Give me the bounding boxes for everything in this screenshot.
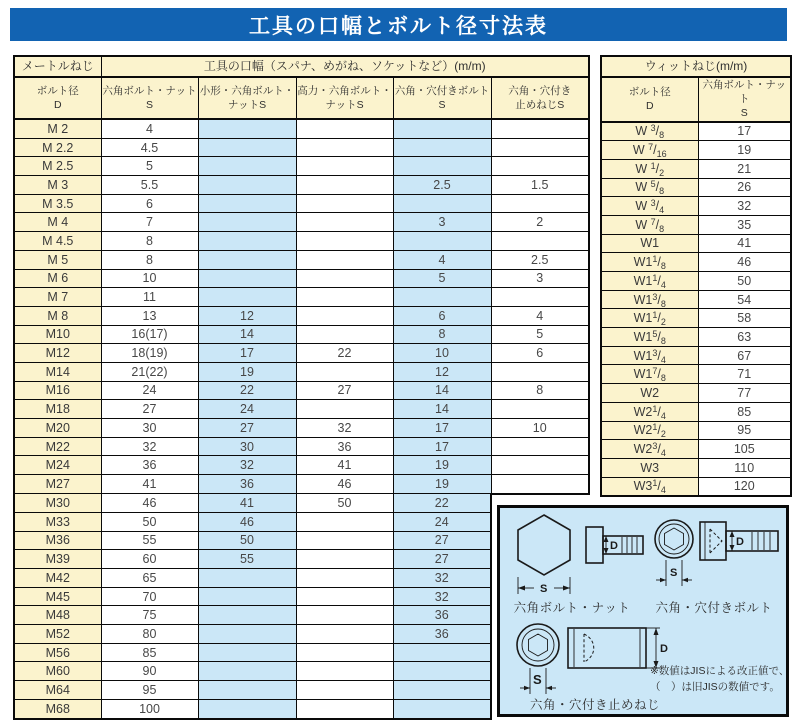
- jaw-width-cell: 14: [393, 381, 491, 400]
- jaw-width-cell: 14: [393, 400, 491, 419]
- jaw-width-cell: 65: [101, 569, 198, 588]
- jaw-width-cell: [198, 625, 296, 644]
- whitworth-table-row: [601, 215, 791, 234]
- jaw-width-cell: 32: [101, 437, 198, 456]
- jaw-width-cell: 110: [698, 458, 791, 477]
- jaw-width-cell: 50: [101, 512, 198, 531]
- bolt-dia-cell: M 5: [14, 250, 101, 269]
- jaw-width-cell: 80: [101, 625, 198, 644]
- whitworth-table-title: ウィットねじ(m/m): [601, 56, 791, 77]
- whitworth-table-row: [601, 365, 791, 384]
- jaw-width-cell: 5: [491, 325, 589, 344]
- jaw-width-cell: 4.5: [101, 138, 198, 157]
- whitworth-table-row: [601, 290, 791, 309]
- jaw-width-cell: [491, 232, 589, 251]
- jaw-width-cell: 6: [101, 194, 198, 213]
- jaw-width-cell: [491, 456, 589, 475]
- jaw-width-cell: 32: [393, 587, 491, 606]
- jaw-width-cell: [198, 213, 296, 232]
- jaw-width-cell: [198, 138, 296, 157]
- jaw-width-cell: 70: [101, 587, 198, 606]
- metric-table-row: [14, 138, 589, 157]
- bolt-dia-cell: W1: [601, 234, 698, 253]
- jaw-width-cell: 71: [698, 365, 791, 384]
- bolt-dia-cell: M48: [14, 606, 101, 625]
- metric-table-row: [14, 456, 589, 475]
- bolt-dia-cell: M 6: [14, 269, 101, 288]
- whitworth-table-row: [601, 421, 791, 440]
- jaw-width-cell: 95: [698, 421, 791, 440]
- jaw-width-cell: 75: [101, 606, 198, 625]
- jaw-width-cell: [296, 119, 393, 138]
- whitworth-table-row: [601, 477, 791, 496]
- bolt-dia-cell: M68: [14, 699, 101, 718]
- bolt-dia-cell: $W1^5/_8$: [601, 328, 698, 347]
- whitworth-table-body: [601, 122, 791, 497]
- jaw-width-cell: 7: [101, 213, 198, 232]
- bolt-dia-cell: M42: [14, 569, 101, 588]
- jaw-width-cell: [491, 138, 589, 157]
- whitworth-table-row: [601, 141, 791, 160]
- jaw-width-cell: 60: [101, 550, 198, 569]
- jaw-width-cell: [198, 662, 296, 681]
- jaw-width-cell: [296, 531, 393, 550]
- metric-table-row: [14, 419, 589, 438]
- metric-thread-type-header: メートルねじ: [14, 56, 101, 77]
- jaw-width-cell: 21: [698, 159, 791, 178]
- jaw-width-cell: 120: [698, 477, 791, 496]
- col-header-high-strength-hex-bolt-nut: 高力・六角ボルト・ ナットS: [296, 77, 393, 119]
- jaw-width-cell: [296, 306, 393, 325]
- jaw-width-cell: 5: [393, 269, 491, 288]
- jaw-width-cell: [491, 475, 589, 494]
- metric-table-row: [14, 306, 589, 325]
- bolt-dia-cell: W2: [601, 384, 698, 403]
- whitworth-table-row: [601, 384, 791, 403]
- jaw-width-cell: 41: [101, 475, 198, 494]
- jaw-width-cell: [296, 232, 393, 251]
- bolt-dia-cell: W $^3/_8$: [601, 122, 698, 141]
- bolt-dia-cell: M 3.5: [14, 194, 101, 213]
- jaw-width-cell: 17: [393, 437, 491, 456]
- jaw-width-cell: 12: [198, 306, 296, 325]
- bolt-dia-cell: W $^3/_4$: [601, 197, 698, 216]
- bolt-dia-cell: M24: [14, 456, 101, 475]
- bolt-dia-cell: M45: [14, 587, 101, 606]
- whitworth-table-row: [601, 309, 791, 328]
- jaw-width-cell: [296, 625, 393, 644]
- bolt-dia-cell: M27: [14, 475, 101, 494]
- bolt-dia-cell: M33: [14, 512, 101, 531]
- jaw-width-cell: [198, 194, 296, 213]
- bolt-dia-cell: $W1^1/_4$: [601, 272, 698, 291]
- jaw-width-cell: [198, 606, 296, 625]
- jaw-width-cell: 6: [393, 306, 491, 325]
- jis-note-line-2: （ ）は旧JISの数値です。: [650, 681, 780, 694]
- bolt-dia-cell: W $^5/_8$: [601, 178, 698, 197]
- bolt-dia-cell: M60: [14, 662, 101, 681]
- whitworth-table-title-row: [601, 56, 791, 77]
- jaw-width-cell: [491, 119, 589, 138]
- col-header-hex-bolt-nut: 六角ボルト・ナット S: [101, 77, 198, 119]
- jaw-width-cell: 17: [198, 344, 296, 363]
- jaw-width-cell: 46: [296, 475, 393, 494]
- jaw-width-cell: [393, 119, 491, 138]
- bolt-dia-cell: $W2^1/_2$: [601, 421, 698, 440]
- jaw-width-cell: 18(19): [101, 344, 198, 363]
- jaw-width-cell: [198, 232, 296, 251]
- bolt-dia-cell: M14: [14, 362, 101, 381]
- jaw-width-cell: 22: [393, 494, 491, 513]
- jaw-width-cell: 8: [101, 232, 198, 251]
- jis-note: [650, 663, 790, 696]
- jaw-width-cell: [296, 138, 393, 157]
- whitworth-table-row: [601, 159, 791, 178]
- jaw-width-cell: [393, 643, 491, 662]
- jaw-width-cell: 55: [198, 550, 296, 569]
- bolt-dia-cell: M10: [14, 325, 101, 344]
- jaw-width-cell: [491, 362, 589, 381]
- col-header-small-hex-bolt-nut: 小形・六角ボルト・ ナットS: [198, 77, 296, 119]
- hex-socket-bolt-caption: 六角・穴付きボルト: [655, 601, 773, 615]
- bolt-dia-cell: M39: [14, 550, 101, 569]
- jaw-width-cell: [491, 194, 589, 213]
- jaw-width-cell: [296, 400, 393, 419]
- jaw-width-cell: 90: [101, 662, 198, 681]
- metric-table-row: [14, 475, 589, 494]
- jaw-width-cell: 10: [101, 269, 198, 288]
- jaw-width-cell: 2.5: [393, 176, 491, 195]
- jaw-width-cell: 46: [198, 512, 296, 531]
- jaw-width-cell: 22: [198, 381, 296, 400]
- whitworth-table-row: [601, 197, 791, 216]
- hex-bolt-diagram-icon: [506, 514, 646, 598]
- metric-table-column-header-row: [14, 77, 589, 119]
- jaw-width-cell: 5.5: [101, 176, 198, 195]
- jaw-width-cell: 2: [491, 213, 589, 232]
- metric-table-row: [14, 344, 589, 363]
- jaw-width-cell: [296, 512, 393, 531]
- jaw-width-cell: [198, 119, 296, 138]
- jaw-width-cell: 36: [393, 625, 491, 644]
- metric-table-row: [14, 176, 589, 195]
- jaw-width-cell: 19: [198, 362, 296, 381]
- jaw-width-cell: 24: [393, 512, 491, 531]
- col-header-bolt-dia: ボルト径 D: [601, 77, 698, 122]
- jaw-width-cell: [296, 662, 393, 681]
- jaw-width-cell: 54: [698, 290, 791, 309]
- jaw-width-cell: 100: [101, 699, 198, 718]
- whitworth-table-column-header-row: [601, 77, 791, 122]
- jaw-width-cell: [296, 213, 393, 232]
- jaw-width-cell: [198, 699, 296, 718]
- jaw-width-cell: 63: [698, 328, 791, 347]
- bolt-dia-cell: M36: [14, 531, 101, 550]
- jaw-width-cell: 10: [491, 419, 589, 438]
- jaw-width-cell: 10: [393, 344, 491, 363]
- jaw-width-cell: 105: [698, 440, 791, 459]
- jaw-width-cell: [296, 269, 393, 288]
- jaw-width-cell: [393, 662, 491, 681]
- metric-table-row: [14, 157, 589, 176]
- hex-socket-bolt-diagram-icon: [648, 514, 784, 598]
- bolt-dia-cell: $W1^1/_2$: [601, 309, 698, 328]
- metric-table-row: [14, 269, 589, 288]
- jaw-width-cell: 27: [393, 550, 491, 569]
- whitworth-thread-table: [600, 55, 792, 497]
- jaw-width-cell: 41: [198, 494, 296, 513]
- metric-table-row: [14, 437, 589, 456]
- jaw-width-cell: [393, 194, 491, 213]
- bolt-dia-cell: $W1^3/_4$: [601, 346, 698, 365]
- jaw-width-cell: 32: [296, 419, 393, 438]
- bolt-dia-cell: M56: [14, 643, 101, 662]
- svg-text:D: D: [610, 540, 618, 552]
- bolt-dia-cell: W $^7/_{16}$: [601, 141, 698, 160]
- whitworth-table-row: [601, 178, 791, 197]
- jaw-width-cell: 21(22): [101, 362, 198, 381]
- bolt-dia-cell: $W1^1/_8$: [601, 253, 698, 272]
- bolt-dia-cell: M 4: [14, 213, 101, 232]
- jaw-width-cell: 4: [101, 119, 198, 138]
- jaw-width-cell: 50: [698, 272, 791, 291]
- jaw-width-cell: 95: [101, 681, 198, 700]
- jaw-width-cell: [296, 288, 393, 307]
- jaw-width-cell: [491, 157, 589, 176]
- jaw-width-cell: 46: [698, 253, 791, 272]
- jaw-width-cell: 19: [393, 475, 491, 494]
- metric-table-row: [14, 213, 589, 232]
- whitworth-table-row: [601, 346, 791, 365]
- metric-table-row: [14, 232, 589, 251]
- metric-table-row: [14, 250, 589, 269]
- jaw-width-cell: 8: [101, 250, 198, 269]
- whitworth-table-row: [601, 122, 791, 141]
- hex-bolt-caption: 六角ボルト・ナット: [513, 601, 631, 615]
- jaw-width-cell: [491, 400, 589, 419]
- bolt-dia-cell: $W1^3/_8$: [601, 290, 698, 309]
- jaw-width-cell: 32: [698, 197, 791, 216]
- jaw-width-cell: 77: [698, 384, 791, 403]
- bolt-dia-cell: M 8: [14, 306, 101, 325]
- jaw-width-cell: 6: [491, 344, 589, 363]
- jaw-width-cell: 8: [491, 381, 589, 400]
- bolt-dia-cell: $W1^7/_8$: [601, 365, 698, 384]
- jaw-width-cell: 17: [698, 122, 791, 141]
- jaw-width-cell: 24: [101, 381, 198, 400]
- jaw-width-cell: [198, 681, 296, 700]
- bolt-dia-cell: M 2: [14, 119, 101, 138]
- jaw-width-cell: [198, 176, 296, 195]
- jaw-width-cell: 30: [198, 437, 296, 456]
- bolt-dia-cell: W3: [601, 458, 698, 477]
- bolt-dia-cell: M16: [14, 381, 101, 400]
- jaw-width-cell: 85: [698, 402, 791, 421]
- jaw-width-cell: 17: [393, 419, 491, 438]
- jaw-width-cell: 5: [101, 157, 198, 176]
- svg-text:S: S: [540, 583, 548, 595]
- svg-text:S: S: [533, 672, 542, 687]
- jaw-width-cell: 27: [101, 400, 198, 419]
- jaw-width-cell: 4: [491, 306, 589, 325]
- bolt-dia-cell: M18: [14, 400, 101, 419]
- jaw-width-cell: 36: [101, 456, 198, 475]
- jaw-width-cell: [296, 325, 393, 344]
- whitworth-table-row: [601, 458, 791, 477]
- whitworth-table-row: [601, 234, 791, 253]
- jaw-width-cell: 2.5: [491, 250, 589, 269]
- jaw-width-cell: 24: [198, 400, 296, 419]
- jaw-width-cell: 41: [296, 456, 393, 475]
- jaw-width-cell: 36: [198, 475, 296, 494]
- jaw-width-cell: 41: [698, 234, 791, 253]
- jaw-width-cell: 12: [393, 362, 491, 381]
- metric-table-row: [14, 400, 589, 419]
- bolt-dia-cell: $W2^3/_4$: [601, 440, 698, 459]
- bolt-dia-cell: M 2.5: [14, 157, 101, 176]
- jaw-width-cell: 50: [198, 531, 296, 550]
- whitworth-table-row: [601, 402, 791, 421]
- legend-panel: [497, 505, 789, 717]
- metric-table-group-header-row: [14, 56, 589, 77]
- jaw-width-cell: [491, 288, 589, 307]
- bolt-dia-cell: $W2^1/_4$: [601, 402, 698, 421]
- tool-width-group-header: 工具の口幅（スパナ、めがね、ソケットなど）(m/m): [101, 56, 589, 77]
- jaw-width-cell: 36: [296, 437, 393, 456]
- jaw-width-cell: [393, 681, 491, 700]
- jaw-width-cell: [296, 157, 393, 176]
- jaw-width-cell: [296, 681, 393, 700]
- metric-table-row: [14, 362, 589, 381]
- jaw-width-cell: [296, 569, 393, 588]
- jaw-width-cell: 14: [198, 325, 296, 344]
- jaw-width-cell: 16(17): [101, 325, 198, 344]
- jaw-width-cell: 3: [393, 213, 491, 232]
- bolt-dia-cell: M12: [14, 344, 101, 363]
- jaw-width-cell: 50: [296, 494, 393, 513]
- bolt-dia-cell: M 4.5: [14, 232, 101, 251]
- jaw-width-cell: [198, 157, 296, 176]
- jaw-width-cell: [393, 288, 491, 307]
- jaw-width-cell: 58: [698, 309, 791, 328]
- svg-text:S: S: [670, 567, 678, 579]
- bolt-dia-cell: M52: [14, 625, 101, 644]
- jaw-width-cell: 8: [393, 325, 491, 344]
- bolt-dia-cell: $W3^1/_4$: [601, 477, 698, 496]
- bolt-dia-cell: M 3: [14, 176, 101, 195]
- page-title: 工具の口幅とボルト径寸法表: [10, 8, 787, 41]
- col-header-hex-socket-bolt: 六角・穴付きボルト S: [393, 77, 491, 119]
- jaw-width-cell: 32: [393, 569, 491, 588]
- whitworth-table-row: [601, 272, 791, 291]
- jaw-width-cell: 19: [393, 456, 491, 475]
- bolt-dia-cell: M20: [14, 419, 101, 438]
- jaw-width-cell: [296, 550, 393, 569]
- col-header-hex-socket-set-screw: 六角・穴付き 止めねじS: [491, 77, 589, 119]
- bolt-dia-cell: M30: [14, 494, 101, 513]
- metric-table-row: [14, 288, 589, 307]
- bolt-dia-cell: M22: [14, 437, 101, 456]
- metric-table-row: [14, 194, 589, 213]
- jaw-width-cell: 35: [698, 215, 791, 234]
- jaw-width-cell: 32: [198, 456, 296, 475]
- jaw-width-cell: [296, 643, 393, 662]
- jaw-width-cell: 55: [101, 531, 198, 550]
- jaw-width-cell: [296, 176, 393, 195]
- jaw-width-cell: 85: [101, 643, 198, 662]
- metric-table-row: [14, 119, 589, 138]
- jaw-width-cell: [198, 587, 296, 606]
- bolt-dia-cell: M64: [14, 681, 101, 700]
- whitworth-table-row: [601, 328, 791, 347]
- bolt-dia-cell: M 2.2: [14, 138, 101, 157]
- whitworth-table-row: [601, 440, 791, 459]
- jaw-width-cell: [491, 437, 589, 456]
- jaw-width-cell: 13: [101, 306, 198, 325]
- jaw-width-cell: [296, 606, 393, 625]
- hex-socket-set-screw-caption: 六角・穴付き止めねじ: [529, 698, 660, 712]
- metric-table-row: [14, 325, 589, 344]
- jaw-width-cell: 4: [393, 250, 491, 269]
- jaw-width-cell: [198, 569, 296, 588]
- jaw-width-cell: [393, 232, 491, 251]
- jaw-width-cell: 19: [698, 141, 791, 160]
- col-header-hex-bolt-nut: 六角ボルト・ナット S: [698, 77, 791, 122]
- bolt-dia-cell: W $^7/_8$: [601, 215, 698, 234]
- jaw-width-cell: 30: [101, 419, 198, 438]
- jaw-width-cell: 67: [698, 346, 791, 365]
- jaw-width-cell: [296, 250, 393, 269]
- jaw-width-cell: 22: [296, 344, 393, 363]
- jaw-width-cell: [198, 288, 296, 307]
- col-header-bolt-dia: ボルト径 D: [14, 77, 101, 119]
- bolt-dia-cell: M 7: [14, 288, 101, 307]
- jaw-width-cell: [393, 699, 491, 718]
- jaw-width-cell: 27: [393, 531, 491, 550]
- metric-table-row: [14, 381, 589, 400]
- bolt-dia-cell: W $^1/_2$: [601, 159, 698, 178]
- jaw-width-cell: [296, 587, 393, 606]
- jaw-width-cell: [393, 157, 491, 176]
- jaw-width-cell: [198, 269, 296, 288]
- jaw-width-cell: [296, 362, 393, 381]
- whitworth-table-row: [601, 253, 791, 272]
- jaw-width-cell: [198, 250, 296, 269]
- jis-note-line-1: ※数値はJISによる改正値で、: [650, 665, 790, 677]
- jaw-width-cell: 3: [491, 269, 589, 288]
- jaw-width-cell: 27: [296, 381, 393, 400]
- jaw-width-cell: [198, 643, 296, 662]
- jaw-width-cell: 26: [698, 178, 791, 197]
- svg-text:D: D: [660, 643, 668, 655]
- jaw-width-cell: 27: [198, 419, 296, 438]
- jaw-width-cell: 1.5: [491, 176, 589, 195]
- jaw-width-cell: [393, 138, 491, 157]
- jaw-width-cell: 36: [393, 606, 491, 625]
- jaw-width-cell: 46: [101, 494, 198, 513]
- jaw-width-cell: [296, 194, 393, 213]
- jaw-width-cell: [296, 699, 393, 718]
- svg-text:D: D: [736, 536, 744, 548]
- jaw-width-cell: 11: [101, 288, 198, 307]
